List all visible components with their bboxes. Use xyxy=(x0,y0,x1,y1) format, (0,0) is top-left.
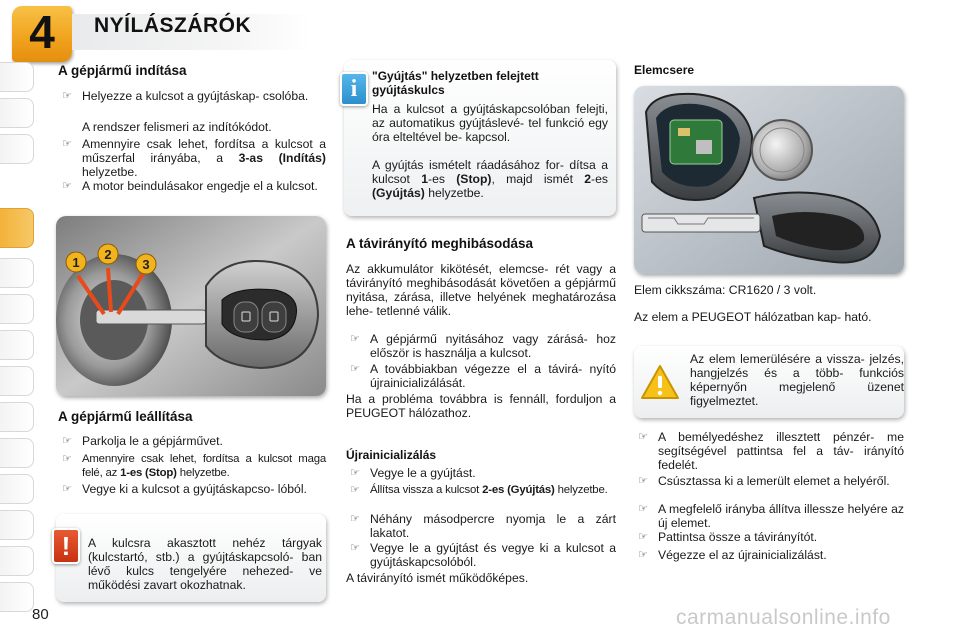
ignition-key-illustration xyxy=(56,216,326,396)
stop-bullet-3: ☞ Vegye ki a kulcsot a gyújtáskapcso- lóból. xyxy=(62,482,307,496)
side-tab-6[interactable] xyxy=(0,294,34,324)
key-position-label-2: 2 xyxy=(104,247,112,262)
start-note: A rendszer felismeri az indítókódot. xyxy=(82,120,272,134)
reinit-bullet-4: ☞ Vegye le a gyújtást és vegye ki a kulcsot a gyújtáskapcsolóból. xyxy=(350,541,616,569)
side-tab-8[interactable] xyxy=(0,366,34,396)
info-title: "Gyújtás" helyzetben felejtett gyújtáskulcs xyxy=(372,69,539,97)
side-tab-7[interactable] xyxy=(0,330,34,360)
bullet-icon: ☞ xyxy=(62,453,72,465)
warning-triangle-icon xyxy=(640,364,680,400)
start-bullet-1: ☞ Helyezze a kulcsot a gyújtáskap- csolóba. xyxy=(62,89,309,103)
battery-replacement-photo xyxy=(634,86,904,274)
start-bullet-2: ☞ Amennyire csak lehet, fordítsa a kulcsot a műszerfal irányába, a 3-as (Indítás) helyzetbe. xyxy=(62,137,326,179)
side-tab-1[interactable] xyxy=(0,62,34,92)
low-battery-warning-text: Az elem lemerülésére a vissza- jelzés, hangjelzés és a több- funkciós képernyőn megjelenő üzenet figyelmeztet. xyxy=(690,352,904,408)
bullet-icon: ☞ xyxy=(350,542,360,554)
side-tab-active[interactable] xyxy=(0,208,34,248)
bullet-icon: ☞ xyxy=(350,467,360,479)
chapter-number: 4 xyxy=(29,6,55,58)
battery-step-5: ☞ Végezze el az újrainicializálást. xyxy=(638,548,827,562)
battery-network: Az elem a PEUGEOT hálózatban kap- ható. xyxy=(634,310,872,324)
remote-fault-intro: Az akkumulátor kikötését, elemcse- rét vagy a távirányító meghibásodását követően a gépjármű nyitása, zárása, illetve helyének meghatározása lehe- tetlenné válik. xyxy=(346,262,616,318)
bullet-icon: ☞ xyxy=(62,435,72,447)
side-tab-9[interactable] xyxy=(0,402,34,432)
info-paragraph-2: A gyújtás ismételt ráadásához for- dítsa a kulcsot 1-es (Stop), majd ismét 2-es (Gyújtás) helyzetbe. xyxy=(372,158,608,200)
key-position-label-1: 1 xyxy=(72,255,80,270)
side-tab-14[interactable] xyxy=(0,582,34,612)
bullet-icon: ☞ xyxy=(638,431,648,443)
bullet-icon: ☞ xyxy=(350,333,360,345)
reinit-outro: A távirányító ismét működőképes. xyxy=(346,571,529,585)
bullet-icon: ☞ xyxy=(638,503,648,515)
bullet-icon: ☞ xyxy=(62,90,72,102)
reinit-heading: Újrainicializálás xyxy=(346,448,437,462)
battery-heading: Elemcsere xyxy=(634,63,695,77)
bullet-icon: ☞ xyxy=(62,180,72,192)
bullet-icon: ☞ xyxy=(350,363,360,375)
remote-fault-heading: A távirányító meghibásodása xyxy=(346,236,534,251)
side-tab-10[interactable] xyxy=(0,438,34,468)
remote-fault-outro: Ha a probléma továbbra is fennáll, forduljon a PEUGEOT hálózathoz. xyxy=(346,392,616,420)
side-index-tabs xyxy=(0,60,36,640)
side-tab-11[interactable] xyxy=(0,474,34,504)
side-tab-5[interactable] xyxy=(0,258,34,288)
battery-step-1: ☞ A bemélyedéshez illesztett pénzér- me segítségével pattintsa fel a táv- irányító fedelét. xyxy=(638,430,904,472)
heavy-objects-warning-text: A kulcsra akasztott nehéz tárgyak (kulcstartó, stb.) a gyújtáskapcsoló- ban lévő kulcs tengelyére nehezed- ve működési zavart okozhatnak. xyxy=(88,536,322,592)
bullet-icon: ☞ xyxy=(62,138,72,150)
start-bullet-3: ☞ A motor beindulásakor engedje el a kulcsot. xyxy=(62,179,318,193)
side-tab-13[interactable] xyxy=(0,546,34,576)
bullet-icon: ☞ xyxy=(350,513,360,525)
remote-key-open-illustration xyxy=(634,86,904,274)
bullet-icon: ☞ xyxy=(638,475,648,487)
battery-reference: Elem cikkszáma: CR1620 / 3 volt. xyxy=(634,283,817,297)
watermark: carmanualsonline.info xyxy=(676,606,891,629)
battery-step-2: ☞ Csúsztassa ki a lemerült elemet a helyéről. xyxy=(638,474,890,488)
reinit-bullet-3: ☞ Néhány másodpercre nyomja le a zárt lakatot. xyxy=(350,512,616,540)
bullet-icon: ☞ xyxy=(62,483,72,495)
side-tab-12[interactable] xyxy=(0,510,34,540)
start-heading: A gépjármű indítása xyxy=(58,63,187,78)
exclamation-icon: ! xyxy=(52,528,80,564)
reinit-bullet-2: ☞ Állítsa vissza a kulcsot 2-es (Gyújtás) helyzetbe. xyxy=(350,484,608,496)
key-position-label-3: 3 xyxy=(142,257,150,272)
info-icon: i xyxy=(340,72,368,106)
bullet-icon: ☞ xyxy=(350,484,360,496)
battery-step-3: ☞ A megfelelő irányba állítva illessze helyére az új elemet. xyxy=(638,502,904,530)
chapter-title: NYÍLÁSZÁRÓK xyxy=(94,14,252,37)
remote-fault-bullet-2: ☞ A továbbiakban végezze el a távirá- nyító újrainicializálását. xyxy=(350,362,616,390)
stop-heading: A gépjármű leállítása xyxy=(58,409,193,424)
remote-fault-bullet-1: ☞ A gépjármű nyitásához vagy zárásá- hoz először is használja a kulcsot. xyxy=(350,332,616,360)
ignition-key-photo xyxy=(56,216,326,396)
stop-bullet-2: ☞ Amennyire csak lehet, fordítsa a kulcsot maga felé, az 1-es (Stop) helyzetbe. xyxy=(62,453,326,479)
side-tab-3[interactable] xyxy=(0,134,34,164)
page-number: 80 xyxy=(32,606,49,623)
reinit-bullet-1: ☞ Vegye le a gyújtást. xyxy=(350,466,476,480)
stop-bullet-1: ☞ Parkolja le a gépjárművet. xyxy=(62,434,223,448)
battery-step-4: ☞ Pattintsa össze a távirányítót. xyxy=(638,530,818,544)
info-paragraph-1: Ha a kulcsot a gyújtáskapcsolóban felejti, az automatikus gyújtáslevé- tel funkció egy óra elteltével be- kapcsol. xyxy=(372,102,608,144)
bullet-icon: ☞ xyxy=(638,531,648,543)
bullet-icon: ☞ xyxy=(638,549,648,561)
side-tab-2[interactable] xyxy=(0,98,34,128)
